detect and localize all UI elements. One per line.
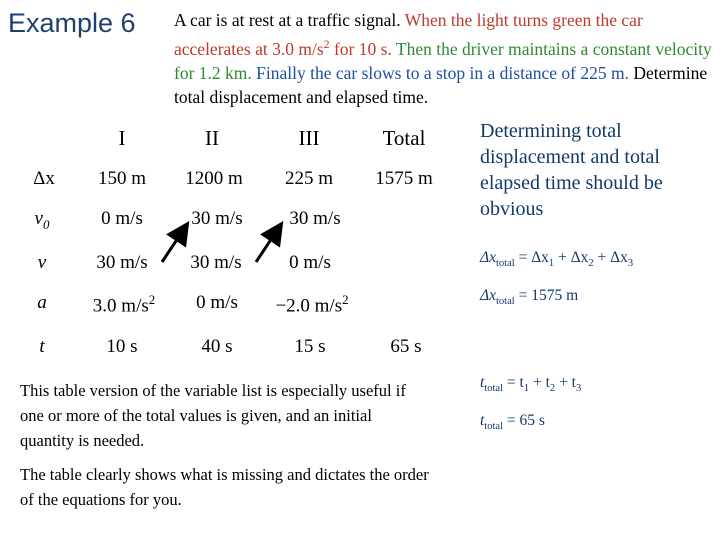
cell-t-1: 10 s [106, 336, 138, 357]
cell-v-1: 30 m/s [96, 252, 148, 273]
cell-v-3: 0 m/s [289, 252, 331, 273]
problem-part-accelerate: When the light turns green the car accelerates at 3.0 $m/s^2$ for 10 s. [174, 10, 643, 59]
cell-v0-3: 30 m/s [289, 208, 341, 229]
side-note: Determining total displacement and total elapsed time should be obvious [480, 120, 663, 220]
problem-part-constant: Then the driver maintains a constant velocity for 1.2 km. [174, 38, 712, 83]
cell-t-total: 65 s [390, 336, 422, 357]
slide-title: Example 6 [8, 8, 136, 38]
cell-a-3: −2.0 $m/s^2$ [275, 292, 349, 317]
row-label-displacement: Δx [33, 168, 55, 189]
header-total: Total [382, 126, 426, 150]
cell-v-2: 30 m/s [190, 252, 242, 273]
equation-displacement-value: $\Delta x_{total} = 1575$ m [480, 287, 579, 308]
cell-dx-total: 1575 m [375, 168, 433, 189]
problem-part-rest: A car is at rest at a traffic signal. [174, 10, 401, 30]
cell-v0-1: 0 m/s [101, 208, 143, 229]
row-label-acceleration: a [37, 292, 47, 313]
header-interval-3: III [298, 126, 320, 150]
explanation-text [20, 378, 430, 512]
row-label-initial-velocity: $v_0$ [34, 208, 50, 232]
cell-dx-2: 1200 m [185, 168, 243, 189]
cell-a-1: 3.0 $m/s^2$ [92, 292, 156, 317]
problem-part-slow: Finally the car slows to a stop in a distance of 225 m. [256, 62, 629, 83]
cell-t-2: 40 s [201, 336, 233, 357]
arrow-v-to-v0-interval-2 [162, 226, 186, 262]
explanation-paragraph-2: The table clearly shows what is missing and dictates the order of the equations for you. [20, 465, 429, 509]
row-label-time: t [39, 336, 45, 357]
cell-t-3: 15 s [294, 336, 326, 357]
equation-time-value: $t_{total} = 65$ s [480, 412, 545, 433]
equation-displacement-sum: $\Delta x_{total} = \Delta x_1 + \Delta x_2 + \Delta x_3$ [480, 249, 634, 270]
equation-time-sum: $t_{total} = t_1 + t_2 + t_3$ [480, 374, 582, 395]
explanation-paragraph-1: This table version of the variable list is especially useful if one or more of the total values is given, and an initial quantity is needed. [20, 381, 406, 450]
arrow-v-to-v0-interval-3 [256, 226, 280, 262]
cell-dx-3: 225 m [284, 168, 334, 189]
cell-v0-2: 30 m/s [191, 208, 243, 229]
cell-dx-1: 150 m [97, 168, 147, 189]
problem-part-question: Determine total displacement and elapsed time. [174, 62, 708, 107]
row-label-final-velocity: v [37, 252, 47, 273]
cell-a-2: 0 m/s [196, 292, 238, 313]
header-interval-2: II [205, 126, 219, 150]
header-interval-1: I [118, 126, 126, 150]
